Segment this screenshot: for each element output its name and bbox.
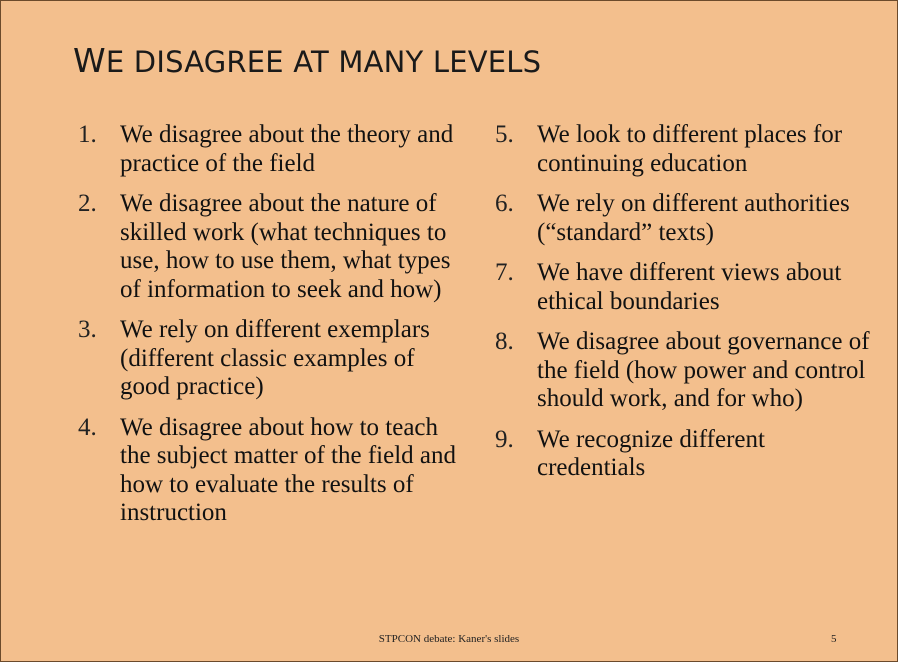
list-item xyxy=(495,328,875,414)
item-number: 9. xyxy=(495,425,514,453)
item-text: We rely on different authorities (“standard” texts) xyxy=(537,190,850,246)
title-initial: W xyxy=(73,41,106,80)
right-column xyxy=(495,121,875,495)
item-text: We disagree about the theory and practice of the field xyxy=(120,121,454,177)
item-number: 8. xyxy=(495,328,514,355)
list-item xyxy=(78,121,458,178)
item-number: 1. xyxy=(78,121,97,148)
list-item xyxy=(78,316,458,402)
list-item xyxy=(78,414,458,528)
list-item xyxy=(495,121,875,178)
item-text: We rely on different exemplars (different classic examples of good practice) xyxy=(120,316,430,400)
item-text: We recognize different credentials xyxy=(537,425,765,481)
item-number: 2. xyxy=(78,190,97,217)
title-rest: DISAGREE AT MANY LEVELS xyxy=(133,45,542,79)
item-text: We disagree about the nature of skilled work (what techniques to use, how to use them, what types of information to seek and how) xyxy=(120,190,451,303)
item-text: We disagree about governance of the field (how power and control should work, and for who) xyxy=(537,328,870,412)
slide-title xyxy=(73,41,541,80)
item-number: 5. xyxy=(495,121,514,148)
list-item xyxy=(495,259,875,316)
item-text: We disagree about how to teach the subject matter of the field and how to evaluate the results of instruction xyxy=(120,413,456,526)
item-number: 7. xyxy=(495,259,514,286)
title-e: E xyxy=(105,45,125,79)
item-text: We have different views about ethical boundaries xyxy=(537,259,842,315)
list-item xyxy=(495,426,875,483)
left-column xyxy=(78,121,458,540)
item-number: 3. xyxy=(78,316,97,343)
item-number: 6. xyxy=(495,190,514,217)
page-number: 5 xyxy=(831,633,837,645)
list-item xyxy=(78,190,458,304)
slide-footer: STPCON debate: Kaner's slides xyxy=(378,633,520,645)
list-item xyxy=(495,190,875,247)
item-number: 4. xyxy=(78,413,97,441)
item-text: We look to different places for continuing education xyxy=(537,121,843,177)
